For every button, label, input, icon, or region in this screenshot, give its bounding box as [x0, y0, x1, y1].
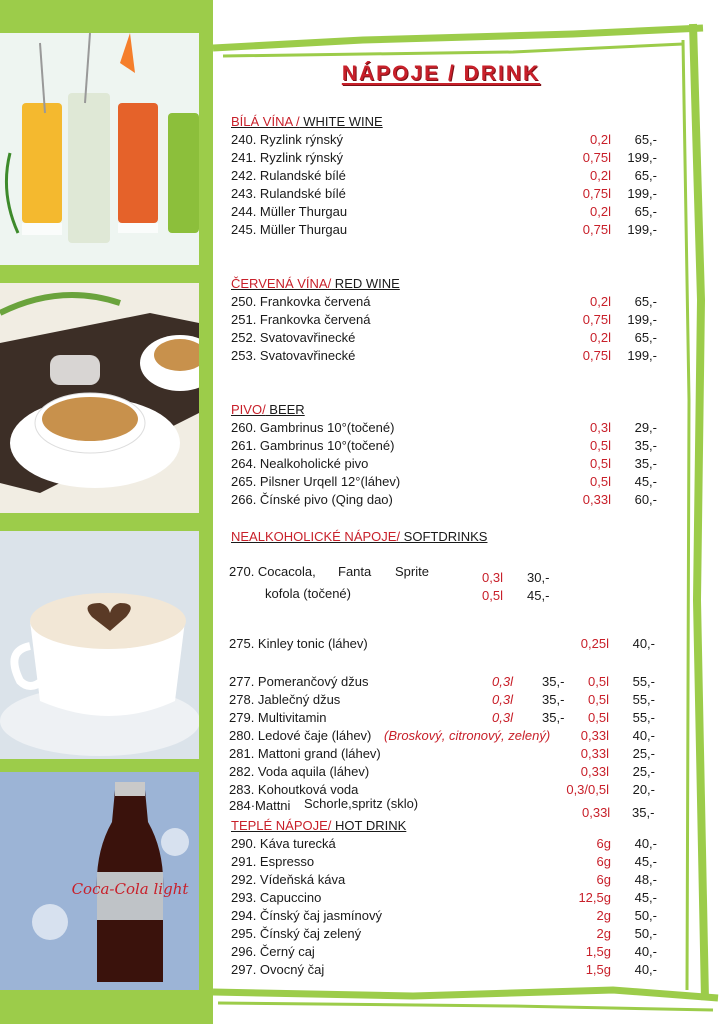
menu-row	[231, 473, 671, 491]
heading-cz: PIVO/	[231, 402, 266, 417]
item-volume-small: 0,3l	[492, 710, 513, 725]
schorle-number: 284·Mattni	[229, 798, 291, 813]
cola-price-large: 45,-	[527, 588, 550, 603]
heading-en: SOFTDRINKS	[400, 529, 488, 544]
item-name: 275. Kinley tonic (láhev)	[229, 636, 368, 651]
item-volume: 0,33l	[580, 728, 609, 743]
item-volume: 2g	[596, 926, 611, 941]
menu-row	[231, 907, 671, 925]
item-price: 25,-	[632, 746, 655, 761]
item-price: 29,-	[634, 420, 657, 435]
item-volume: 2g	[596, 908, 611, 923]
item-price: 199,-	[627, 312, 657, 327]
item-volume: 0,75l	[582, 348, 611, 363]
item-volume: 0,5l	[590, 438, 611, 453]
kofola-label: kofola (točené)	[265, 586, 351, 601]
menu-row	[231, 221, 671, 239]
cola-volume-small: 0,3l	[482, 570, 503, 585]
menu-row	[231, 961, 671, 979]
menu-row	[231, 329, 671, 347]
item-price: 40,-	[632, 728, 655, 743]
menu-row	[229, 781, 669, 799]
item-volume: 0,5l	[590, 456, 611, 471]
item-name: 244. Müller Thurgau	[231, 204, 348, 219]
menu-row	[229, 763, 669, 781]
menu-row	[231, 131, 671, 149]
item-volume: 0,2l	[590, 294, 611, 309]
heading-en: HOT DRINK	[331, 818, 407, 833]
item-name: 291. Espresso	[231, 854, 315, 869]
item-price: 65,-	[634, 132, 657, 147]
item-volume: 0,5l	[588, 692, 609, 707]
item-volume: 1,5g	[585, 944, 611, 959]
item-name: 264. Nealkoholické pivo	[231, 456, 369, 471]
item-price: 45,-	[634, 474, 657, 489]
heading-en: BEER	[265, 402, 305, 417]
item-name: 296. Černý caj	[231, 944, 315, 959]
item-price: 199,-	[627, 222, 657, 237]
item-name: 280. Ledové čaje (láhev)	[229, 728, 372, 743]
item-name: 243. Rulandské bílé	[231, 186, 346, 201]
menu-row	[231, 491, 671, 509]
juice-glasses-photo	[0, 33, 199, 265]
item-volume: 6g	[596, 854, 611, 869]
item-price: 55,-	[632, 692, 655, 707]
item-name: 297. Ovocný čaj	[231, 962, 325, 977]
item-name: 241. Ryzlink rýnský	[231, 150, 343, 165]
menu-row	[231, 311, 671, 329]
page-title: NÁPOJE / DRINK	[341, 62, 541, 85]
cappuccino-photo	[0, 531, 199, 759]
tea-cups-photo	[0, 283, 199, 513]
heading-en: RED WINE	[331, 276, 400, 291]
heading-cz: BÍLÁ VÍNA /	[231, 114, 300, 129]
menu-row	[229, 745, 669, 763]
menu-row	[229, 691, 669, 709]
menu-row	[231, 925, 671, 943]
menu-row	[231, 437, 671, 455]
item-volume: 0,75l	[582, 312, 611, 327]
item-volume: 0,33l	[580, 764, 609, 779]
menu-row	[231, 853, 671, 871]
item-name: 266. Čínské pivo (Qing dao)	[231, 492, 393, 507]
item-volume-small: 0,3l	[492, 692, 513, 707]
menu-row	[229, 727, 669, 745]
item-price: 65,-	[634, 204, 657, 219]
item-volume: 0,33l	[580, 746, 609, 761]
menu-row	[229, 635, 669, 653]
item-name: 252. Svatovavřinecké	[231, 330, 356, 345]
cola-price-small: 30,-	[527, 570, 550, 585]
item-name: 265. Pilsner Urqell 12°(láhev)	[231, 474, 401, 489]
cola-bottle-label: Coca-Cola light	[71, 880, 189, 898]
item-price-small: 35,-	[542, 692, 565, 707]
item-volume: 0,3l	[590, 420, 611, 435]
menu-row	[231, 167, 671, 185]
item-volume: 0,75l	[582, 150, 611, 165]
section-heading-hot-drink	[231, 818, 406, 833]
item-price: 199,-	[627, 186, 657, 201]
menu-row	[231, 203, 671, 221]
menu-row	[231, 871, 671, 889]
item-price: 35,-	[634, 456, 657, 471]
cola-bottle-photo	[0, 772, 199, 990]
item-price-small: 35,-	[542, 674, 565, 689]
item-volume: 0,5l	[588, 710, 609, 725]
cola-volume-large: 0,5l	[482, 588, 503, 603]
heading-cz: TEPLÉ NÁPOJE/	[231, 818, 332, 833]
item-price-small: 35,-	[542, 710, 565, 725]
menu-row	[231, 943, 671, 961]
item-name: 282. Voda aquila (láhev)	[229, 764, 370, 779]
heading-cz: NEALKOHOLICKÉ NÁPOJE/	[231, 529, 401, 544]
item-price: 55,-	[632, 710, 655, 725]
item-name: 251. Frankovka červená	[231, 312, 371, 327]
item-price: 60,-	[634, 492, 657, 507]
item-name: 278. Jablečný džus	[229, 692, 341, 707]
item-name: 250. Frankovka červená	[231, 294, 371, 309]
item-price: 35,-	[634, 438, 657, 453]
item-price: 65,-	[634, 330, 657, 345]
item-price: 45,-	[634, 854, 657, 869]
section-heading-red-wine	[231, 276, 400, 291]
item-price: 40,-	[634, 944, 657, 959]
item-volume-small: 0,3l	[492, 674, 513, 689]
item-name: 242. Rulandské bílé	[231, 168, 346, 183]
section-heading-softdrinks	[231, 529, 487, 544]
item-price: 48,-	[634, 872, 657, 887]
item-price: 25,-	[632, 764, 655, 779]
item-name: 295. Čínský čaj zelený	[231, 926, 362, 941]
item-volume: 0,2l	[590, 204, 611, 219]
item-name: 294. Čínský čaj jasmínový	[231, 908, 383, 923]
item-price: 199,-	[627, 348, 657, 363]
item-name: 283. Kohoutková voda	[229, 782, 359, 797]
menu-row	[231, 889, 671, 907]
item-volume: 0,25l	[580, 636, 609, 651]
item-price: 55,-	[632, 674, 655, 689]
item-name: 240. Ryzlink rýnský	[231, 132, 343, 147]
item-volume: 0,33l	[582, 492, 611, 507]
schorle-price: 35,-	[632, 805, 655, 820]
item-price: 40,-	[632, 636, 655, 651]
item-name: 261. Gambrinus 10°(točené)	[231, 438, 395, 453]
menu-row	[229, 709, 669, 727]
menu-row	[231, 455, 671, 473]
item-name: 293. Capuccino	[231, 890, 322, 905]
item-name: 279. Multivitamin	[229, 710, 327, 725]
menu-row	[231, 293, 671, 311]
item-volume: 0,3/0,5l	[566, 782, 609, 797]
item-volume: 6g	[596, 836, 611, 851]
menu-row	[231, 347, 671, 365]
ice-tea-flavours: (Broskový, citronový, zelený)	[384, 728, 551, 743]
item-price: 50,-	[634, 926, 657, 941]
fanta-label: Fanta	[338, 564, 372, 579]
heading-en: WHITE WINE	[299, 114, 383, 129]
item-name: 290. Káva turecká	[231, 836, 336, 851]
menu-row	[231, 149, 671, 167]
cola-line-label: 270. Cocacola,	[229, 564, 316, 579]
item-name: 292. Vídeňská káva	[231, 872, 346, 887]
item-price: 65,-	[634, 168, 657, 183]
menu-row	[231, 835, 671, 853]
menu-row	[231, 185, 671, 203]
item-name: 245. Müller Thurgau	[231, 222, 348, 237]
item-price: 40,-	[634, 836, 657, 851]
item-volume: 1,5g	[585, 962, 611, 977]
item-volume: 0,2l	[590, 168, 611, 183]
item-volume: 0,2l	[590, 330, 611, 345]
item-price: 40,-	[634, 962, 657, 977]
item-volume: 0,75l	[582, 186, 611, 201]
heading-cz: ČERVENÁ VÍNA/	[231, 276, 332, 291]
item-volume: 12,5g	[578, 890, 611, 905]
schorle-name: Schorle,spritz (sklo)	[304, 796, 419, 811]
item-volume: 6g	[596, 872, 611, 887]
section-heading-beer	[231, 402, 305, 417]
item-name: 277. Pomerančový džus	[229, 674, 369, 689]
schorle-volume: 0,33l	[582, 805, 611, 820]
item-volume: 0,75l	[582, 222, 611, 237]
item-volume: 0,2l	[590, 132, 611, 147]
menu-row	[229, 673, 669, 691]
item-name: 253. Svatovavřinecké	[231, 348, 356, 363]
menu-row	[231, 419, 671, 437]
item-volume: 0,5l	[590, 474, 611, 489]
item-name: 281. Mattoni grand (láhev)	[229, 746, 381, 761]
item-price: 20,-	[632, 782, 655, 797]
item-volume: 0,5l	[588, 674, 609, 689]
item-price: 50,-	[634, 908, 657, 923]
section-heading-white-wine	[231, 114, 383, 129]
item-price: 65,-	[634, 294, 657, 309]
item-price: 199,-	[627, 150, 657, 165]
item-name: 260. Gambrinus 10°(točené)	[231, 420, 395, 435]
sprite-label: Sprite	[395, 564, 429, 579]
item-price: 45,-	[634, 890, 657, 905]
